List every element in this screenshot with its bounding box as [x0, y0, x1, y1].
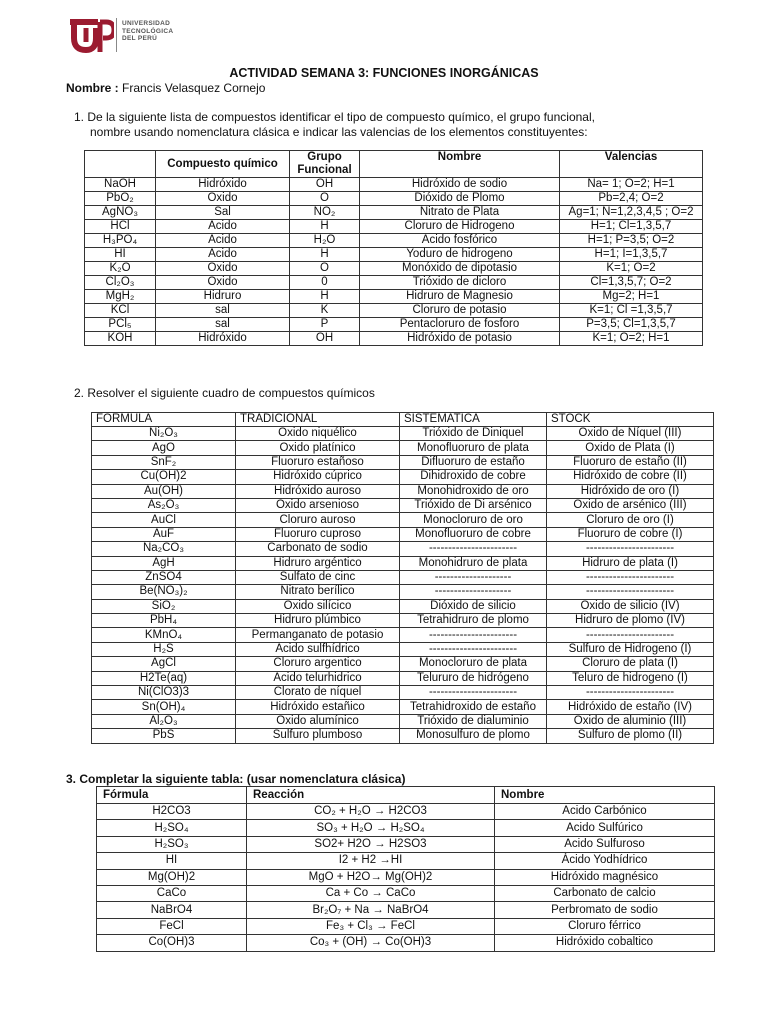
table-cell: Hidruro [156, 290, 290, 304]
header-cell: STOCK [547, 413, 714, 427]
table-cell: Carbonato de sodio [236, 542, 400, 556]
table-cell: AgH [92, 556, 236, 570]
table-cell: Fluoruro de cobre (I) [547, 527, 714, 541]
table-cell: Acido Sulfuroso [495, 836, 715, 852]
table-cell: ----------------------- [400, 542, 547, 556]
table-cell: AgO [92, 441, 236, 455]
question-1-line-1: 1. De la siguiente lista de compuestos identificar el tipo de compuesto químico, el grupo funcional, [74, 110, 595, 124]
header-cell: Fórmula [97, 787, 247, 804]
table-cell: Na= 1; O=2; H=1 [560, 178, 703, 192]
table-cell: Cloruro de oro (I) [547, 513, 714, 527]
table-cell: Cloruro férrico [495, 918, 715, 934]
table-row [92, 614, 714, 628]
table-cell: Ácido [156, 248, 290, 262]
table-cell: Oxido arsenioso [236, 498, 400, 512]
table-cell: ----------------------- [400, 686, 547, 700]
table-cell: Óxido [156, 192, 290, 206]
table-row [85, 234, 703, 248]
table-cell: Oxido silícico [236, 599, 400, 613]
table-cell: Acido Sulfúrico [495, 820, 715, 836]
table-row [97, 820, 715, 836]
table-cell: H₂SO₃ [97, 836, 247, 852]
table-cell: NaBrO4 [97, 902, 247, 918]
table-row [85, 192, 703, 206]
table-cell: Oxido de Plata (I) [547, 441, 714, 455]
table-cell: K=1; O=2 [560, 262, 703, 276]
table-cell: Oxido alumínico [236, 714, 400, 728]
table-cell: Sulfuro de plomo (II) [547, 729, 714, 743]
table-row [97, 902, 715, 918]
table-cell: 0 [290, 276, 360, 290]
table-cell: KCl [85, 304, 156, 318]
table-cell: Nitrato berílico [236, 585, 400, 599]
table-cell: Dihidroxido de cobre [400, 470, 547, 484]
table-row [97, 935, 715, 951]
table-row [85, 262, 703, 276]
table-row [97, 853, 715, 869]
table-cell: Hidróxido [156, 178, 290, 192]
table-cell: Acido telurhidrico [236, 671, 400, 685]
table-cell: FeCl [97, 918, 247, 934]
table-cell: Sn(OH)₄ [92, 700, 236, 714]
table-cell: H₂SO₄ [97, 820, 247, 836]
table-cell: Trióxido de dialuminio [400, 714, 547, 728]
logo-wordmark: UNIVERSIDAD TECNOLÓGICA DEL PERÚ [122, 20, 174, 42]
table-row [85, 304, 703, 318]
table-header-row [97, 787, 715, 804]
table-cell: Cloruro de Hidrogeno [360, 220, 560, 234]
header-cell: Compuesto químico [156, 151, 290, 178]
page-title: ACTIVIDAD SEMANA 3: FUNCIONES INORGÁNICAS [229, 66, 539, 80]
table-cell: Trióxido de dicloro [360, 276, 560, 290]
table-cell: SO2+ H2O → H2SO3 [247, 836, 495, 852]
table-cell: Nitrato de Plata [360, 206, 560, 220]
table-cell: Hidruro de plomo (IV) [547, 614, 714, 628]
table-cell: Acido [156, 220, 290, 234]
table-cell: H₂S [92, 642, 236, 656]
table-cell: Oxido platínico [236, 441, 400, 455]
table-cell: Tetrahidruro de plomo [400, 614, 547, 628]
nomenclature-table [91, 412, 714, 744]
table-cell: Cloruro argentico [236, 657, 400, 671]
reactions-table [96, 786, 715, 952]
table-row [92, 700, 714, 714]
table-cell: Hidróxido auroso [236, 484, 400, 498]
table-cell: P [290, 318, 360, 332]
table-cell: Oxido de aluminio (III) [547, 714, 714, 728]
table-cell: Pb=2,4; O=2 [560, 192, 703, 206]
table-cell: Hidróxido magnésico [495, 869, 715, 885]
table-cell: SnF₂ [92, 455, 236, 469]
table-cell: Ácido Yodhídrico [495, 853, 715, 869]
table-cell: Monosulfuro de plomo [400, 729, 547, 743]
utp-logo-icon [70, 16, 114, 54]
table-cell: Hidróxido [156, 332, 290, 346]
table-cell: AgNO₃ [85, 206, 156, 220]
table-cell: Cu(OH)2 [92, 470, 236, 484]
table-cell: ----------------------- [547, 570, 714, 584]
table-cell: K₂O [85, 262, 156, 276]
table-cell: Na₂CO₃ [92, 542, 236, 556]
table-row [97, 885, 715, 901]
table-cell: O [290, 262, 360, 276]
table-cell: NaOH [85, 178, 156, 192]
table-cell: ----------------------- [547, 686, 714, 700]
table-row [92, 427, 714, 441]
table-cell: H=1; I=1,3,5,7 [560, 248, 703, 262]
table-row [92, 628, 714, 642]
table-cell: Oxido de silicio (IV) [547, 599, 714, 613]
table-cell: ----------------------- [547, 628, 714, 642]
table-cell: Cloruro de plata (I) [547, 657, 714, 671]
table-cell: sal [156, 318, 290, 332]
table-cell: AuCl [92, 513, 236, 527]
header-cell: TRADICIONAL [236, 413, 400, 427]
table-cell: Telururo de hidrógeno [400, 671, 547, 685]
table-cell: AuF [92, 527, 236, 541]
table-cell: ----------------------- [547, 542, 714, 556]
table-cell: Sal [156, 206, 290, 220]
question-1 [74, 110, 714, 140]
table-cell: Acido Carbónico [495, 804, 715, 820]
table-cell: Hidróxido de potasio [360, 332, 560, 346]
table-row [92, 455, 714, 469]
table-cell: I2 + H2 →HI [247, 853, 495, 869]
table-cell: Ni₂O₃ [92, 427, 236, 441]
table-cell: K=1; O=2; H=1 [560, 332, 703, 346]
table-cell: Hidruro de plata (I) [547, 556, 714, 570]
table-cell: OH [290, 178, 360, 192]
table-cell: Dióxido de silicio [400, 599, 547, 613]
table-cell: Hidruro de Magnesio [360, 290, 560, 304]
table-header-row [85, 151, 703, 178]
table-cell: KOH [85, 332, 156, 346]
table-row [92, 686, 714, 700]
table-cell: Monocloruro de plata [400, 657, 547, 671]
table-row [92, 498, 714, 512]
table-row [85, 178, 703, 192]
question-1-line-2: nombre usando nomenclatura clásica e indicar las valencias de los elementos constituyentes: [90, 125, 588, 139]
table-cell: H2Te(aq) [92, 671, 236, 685]
table-cell: Monóxido de dipotasio [360, 262, 560, 276]
table-cell: PbS [92, 729, 236, 743]
table-cell: Clorato de níquel [236, 686, 400, 700]
table-cell: H₃PO₄ [85, 234, 156, 248]
table-row [85, 318, 703, 332]
table-cell: MgH₂ [85, 290, 156, 304]
table-cell: Ag=1; N=1,2,3,4,5 ; O=2 [560, 206, 703, 220]
table-cell: ----------------------- [400, 642, 547, 656]
table-cell: Pentacloruro de fosforo [360, 318, 560, 332]
table-row [85, 220, 703, 234]
table-cell: H [290, 290, 360, 304]
table-cell: Mg(OH)2 [97, 869, 247, 885]
table-cell: Difluoruro de estaño [400, 455, 547, 469]
table-cell: Oxido niquélico [236, 427, 400, 441]
student-label: Nombre : [66, 81, 119, 95]
table-cell: Co₃ + (OH) → Co(OH)3 [247, 935, 495, 951]
table-cell: O [290, 192, 360, 206]
question-2: 2. Resolver el siguiente cuadro de compuestos químicos [74, 386, 375, 400]
table-cell: CO₂ + H₂O → H2CO3 [247, 804, 495, 820]
table-cell: Monocloruro de oro [400, 513, 547, 527]
table-cell: Br₂O₇ + Na → NaBrO4 [247, 902, 495, 918]
table-cell: Tetrahidroxido de estaño [400, 700, 547, 714]
student-name-line [66, 81, 265, 95]
table-cell: Acido [156, 234, 290, 248]
table-cell: SO₃ + H₂O → H₂SO₄ [247, 820, 495, 836]
table-cell: Monohidroxido de oro [400, 484, 547, 498]
header-cell: FORMULA [92, 413, 236, 427]
table-cell: Permanganato de potasio [236, 628, 400, 642]
table-cell: Hidruro argéntico [236, 556, 400, 570]
table-row [92, 671, 714, 685]
table-row [92, 513, 714, 527]
table-cell: Mg=2; H=1 [560, 290, 703, 304]
table-cell: Monofluoruro de plata [400, 441, 547, 455]
table-cell: Hidróxido de cobre (II) [547, 470, 714, 484]
table-cell: PbO₂ [85, 192, 156, 206]
table-cell: Cloruro auroso [236, 513, 400, 527]
table-cell: Hidróxido cúprico [236, 470, 400, 484]
table-row [85, 248, 703, 262]
table-row [85, 332, 703, 346]
table-cell: Ácido sulfhídrico [236, 642, 400, 656]
table-cell: H2CO3 [97, 804, 247, 820]
table-cell: Sulfato de cinc [236, 570, 400, 584]
table-row [97, 869, 715, 885]
compounds-table [84, 150, 703, 346]
table-cell: Fe₃ + Cl₃ → FeCl [247, 918, 495, 934]
table-cell: Perbromato de sodio [495, 902, 715, 918]
table-row [92, 556, 714, 570]
table-cell: K [290, 304, 360, 318]
table-cell: H [290, 220, 360, 234]
table-cell: Trióxido de Di arsénico [400, 498, 547, 512]
table-cell: NO₂ [290, 206, 360, 220]
table-cell: PCl₅ [85, 318, 156, 332]
table-row [92, 729, 714, 743]
table-row [97, 804, 715, 820]
table-row [97, 918, 715, 934]
table-row [97, 836, 715, 852]
table-cell: KMnO₄ [92, 628, 236, 642]
table-cell: Óxido [156, 276, 290, 290]
table-cell: Al₂O₃ [92, 714, 236, 728]
table-cell: ----------------------- [547, 585, 714, 599]
header-cell: Grupo Funcional [290, 151, 360, 178]
table-cell: Trióxido de Diniquel [400, 427, 547, 441]
table-cell: Au(OH) [92, 484, 236, 498]
table-row [92, 570, 714, 584]
table-row [85, 290, 703, 304]
table-row [85, 206, 703, 220]
table-row [92, 484, 714, 498]
table-row [92, 714, 714, 728]
table-row [92, 657, 714, 671]
table-cell: Hidruro plúmbico [236, 614, 400, 628]
header-cell: SISTEMATICA [400, 413, 547, 427]
header-cell: Valencias [560, 151, 703, 178]
table-cell: Cl=1,3,5,7; O=2 [560, 276, 703, 290]
table-row [92, 441, 714, 455]
table-cell: Yoduro de hidrogeno [360, 248, 560, 262]
table-cell: Dióxido de Plomo [360, 192, 560, 206]
table-cell: Hidróxido estañico [236, 700, 400, 714]
table-cell: HCl [85, 220, 156, 234]
table-cell: K=1; Cl =1,3,5,7 [560, 304, 703, 318]
header-cell [85, 151, 156, 178]
table-row [92, 470, 714, 484]
table-row [92, 642, 714, 656]
table-row [92, 542, 714, 556]
table-cell: HI [97, 853, 247, 869]
table-cell: Hidróxido de estaño (IV) [547, 700, 714, 714]
table-cell: Óxido [156, 262, 290, 276]
table-header-row [92, 413, 714, 427]
table-cell: SiO₂ [92, 599, 236, 613]
table-cell: Ni(ClO3)3 [92, 686, 236, 700]
table-cell: Hidróxido cobaltico [495, 935, 715, 951]
table-row [92, 585, 714, 599]
table-cell: Sulfuro de Hidrogeno (I) [547, 642, 714, 656]
table-cell: -------------------- [400, 570, 547, 584]
table-cell: Oxido de arsénico (III) [547, 498, 714, 512]
table-cell: Hidróxido de sodio [360, 178, 560, 192]
table-cell: Teluro de hidrogeno (I) [547, 671, 714, 685]
table-cell: Cl₂O₃ [85, 276, 156, 290]
table-cell: Fluoruro estañoso [236, 455, 400, 469]
table-cell: Sulfuro plumboso [236, 729, 400, 743]
table-cell: Hidróxido de oro (I) [547, 484, 714, 498]
table-cell: Oxido de Níquel (III) [547, 427, 714, 441]
table-cell: Acido fosfórico [360, 234, 560, 248]
table-cell: ----------------------- [400, 628, 547, 642]
table-cell: As₂O₃ [92, 498, 236, 512]
table-row [92, 599, 714, 613]
table-cell: CaCo [97, 885, 247, 901]
table-cell: Co(OH)3 [97, 935, 247, 951]
header-cell: Nombre [360, 151, 560, 178]
table-cell: P=3,5; Cl=1,3,5,7 [560, 318, 703, 332]
table-cell: AgCl [92, 657, 236, 671]
student-name: Francis Velasquez Cornejo [122, 81, 266, 95]
logo-divider [116, 18, 117, 52]
table-cell: Fluoruro cuproso [236, 527, 400, 541]
header-cell: Reacción [247, 787, 495, 804]
table-cell: H [290, 248, 360, 262]
question-3: 3. Completar la siguiente tabla: (usar nomenclatura clásica) [66, 772, 406, 786]
table-cell: Cloruro de potasio [360, 304, 560, 318]
university-logo [70, 16, 180, 56]
table-cell: HI [85, 248, 156, 262]
table-cell: Be(NO₃)₂ [92, 585, 236, 599]
table-cell: H₂O [290, 234, 360, 248]
table-cell: OH [290, 332, 360, 346]
table-cell: ZnSO4 [92, 570, 236, 584]
table-cell: Monofluoruro de cobre [400, 527, 547, 541]
table-cell: sal [156, 304, 290, 318]
table-cell: Fluoruro de estaño (II) [547, 455, 714, 469]
table-cell: -------------------- [400, 585, 547, 599]
table-row [92, 527, 714, 541]
table-cell: Monohidruro de plata [400, 556, 547, 570]
table-cell: Carbonato de calcio [495, 885, 715, 901]
table-row [85, 276, 703, 290]
table-cell: H=1; Cl=1,3,5,7 [560, 220, 703, 234]
table-cell: Ca + Co → CaCo [247, 885, 495, 901]
table-cell: H=1; P=3,5; O=2 [560, 234, 703, 248]
header-cell: Nombre [495, 787, 715, 804]
table-cell: PbH₄ [92, 614, 236, 628]
table-cell: MgO + H2O→ Mg(OH)2 [247, 869, 495, 885]
